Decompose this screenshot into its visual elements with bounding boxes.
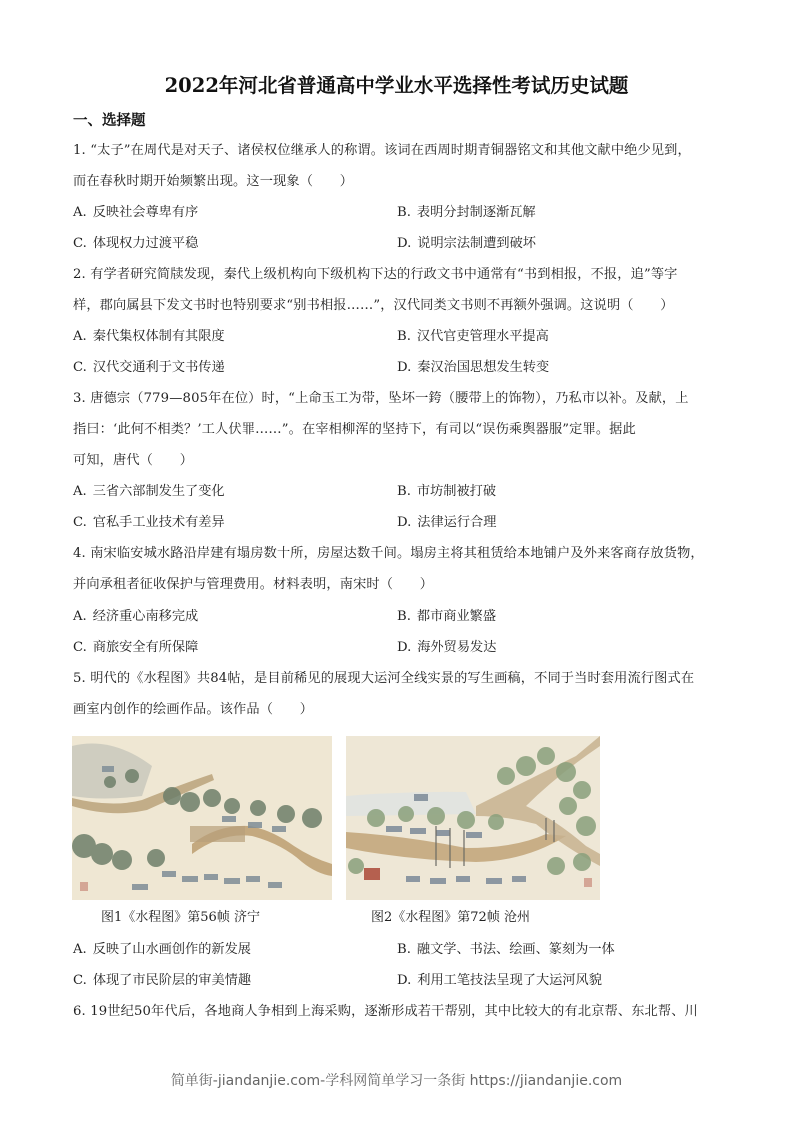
option-text: 表明分封制逐渐瓦解 <box>416 205 536 220</box>
page-title: 2022年河北省普通高中学业水平选择性考试历史试题 <box>164 74 629 97</box>
footer-watermark: 简单街-jiandanjie.com-学科网简单学习一条街 https://jiandanjie.com <box>170 1073 623 1089</box>
figure-2-caption: 图2《水程图》第72帧 沧州 <box>371 910 530 925</box>
q3-option-b[interactable] <box>397 483 496 501</box>
option-key: D. <box>397 640 412 655</box>
q1-line-1: 1. “太子”在周代是对天子、诸侯权位继承人的称谓。该词在西周时期青铜器铭文和其他文献中绝少见到， <box>73 143 691 158</box>
option-key: B. <box>397 942 411 957</box>
q4-option-d[interactable] <box>397 639 496 657</box>
option-text: 官私手工业技术有差异 <box>92 515 225 530</box>
option-key: A. <box>73 329 87 344</box>
q5-option-d[interactable] <box>397 972 602 990</box>
option-key: C. <box>73 515 87 530</box>
option-key: B. <box>397 484 411 499</box>
q3-line-2: 指曰：‘此何不相类？’工人伏罪……”。在宰相柳浑的坚持下，有司以“误伤乘舆器服”定罪。据此 <box>73 422 636 437</box>
option-text: 汉代官吏管理水平提高 <box>416 329 549 344</box>
option-text: 商旅安全有所保障 <box>92 640 199 655</box>
option-text: 海外贸易发达 <box>417 640 497 655</box>
q1-option-c[interactable] <box>73 235 198 253</box>
option-key: B. <box>397 205 411 220</box>
q4-option-c[interactable] <box>73 639 198 657</box>
option-key: D. <box>397 360 412 375</box>
option-key: B. <box>397 329 411 344</box>
option-text: 市坊制被打破 <box>416 484 497 499</box>
option-key: D. <box>397 515 412 530</box>
q3-option-d[interactable] <box>397 514 496 532</box>
option-text: 法律运行合理 <box>417 515 497 530</box>
q2-option-b[interactable] <box>397 328 549 346</box>
q2-option-a[interactable] <box>73 328 225 346</box>
option-key: D. <box>397 973 412 988</box>
q5-option-b[interactable] <box>397 941 615 959</box>
option-text: 经济重心南移完成 <box>92 609 199 624</box>
option-key: C. <box>73 973 87 988</box>
option-text: 汉代交通利于文书传递 <box>92 360 225 375</box>
option-key: C. <box>73 360 87 375</box>
option-text: 都市商业繁盛 <box>416 609 497 624</box>
option-text: 融文学、书法、绘画、篆刻为一体 <box>416 942 615 957</box>
q1-option-b[interactable] <box>397 204 536 222</box>
q2-option-c[interactable] <box>73 359 225 377</box>
landscape-painting-image <box>72 736 332 900</box>
section-heading: 一、选择题 <box>73 113 146 129</box>
option-key: A. <box>73 484 87 499</box>
option-text: 秦代集权体制有其限度 <box>92 329 225 344</box>
option-key: B. <box>397 609 411 624</box>
q5-option-a[interactable] <box>73 941 251 959</box>
option-key: D. <box>397 236 412 251</box>
q4-option-a[interactable] <box>73 608 198 626</box>
q4-line-2: 并向承租者征收保护与管理费用。材料表明，南宋时（ ） <box>73 577 434 592</box>
option-key: C. <box>73 640 87 655</box>
option-key: A. <box>73 609 87 624</box>
q1-option-d[interactable] <box>397 235 536 253</box>
option-text: 体现权力过渡平稳 <box>92 236 199 251</box>
option-key: A. <box>73 942 87 957</box>
q2-option-d[interactable] <box>397 359 549 377</box>
q3-line-1: 3. 唐德宗（779—805年在位）时，“上命玉工为带，坠坏一銙（腰带上的饰物），乃私市以补。及献，上 <box>73 391 689 406</box>
q1-option-a[interactable] <box>73 204 198 222</box>
figure-1-painting-jining <box>72 736 332 900</box>
option-text: 体现了市民阶层的审美情趣 <box>92 973 252 988</box>
q6-line-1: 6. 19世纪50年代后，各地商人争相到上海采购，逐渐形成若干帮别，其中比较大的有北京帮、东北帮、川 <box>73 1004 698 1019</box>
option-text: 三省六部制发生了变化 <box>92 484 225 499</box>
q3-option-a[interactable] <box>73 483 225 501</box>
q5-line-2: 画室内创作的绘画作品。该作品（ ） <box>73 702 314 717</box>
option-text: 说明宗法制遭到破坏 <box>417 236 536 251</box>
q5-line-1: 5. 明代的《水程图》共84帖，是目前稀见的展现大运河全线实景的写生画稿，不同于当时套用流行图式在 <box>73 671 695 686</box>
q4-option-b[interactable] <box>397 608 496 626</box>
option-text: 反映了山水画创作的新发展 <box>92 942 251 957</box>
q2-line-1: 2. 有学者研究简牍发现，秦代上级机构向下级机构下达的行政文书中通常有“书到相报，不报，追”等字 <box>73 267 678 282</box>
q3-line-3: 可知，唐代（ ） <box>73 453 194 468</box>
option-key: A. <box>73 205 87 220</box>
figure-2-painting-cangzhou <box>346 736 600 900</box>
q5-option-c[interactable] <box>73 972 251 990</box>
landscape-painting-image <box>346 736 600 900</box>
option-key: C. <box>73 236 87 251</box>
q3-option-c[interactable] <box>73 514 225 532</box>
option-text: 秦汉治国思想发生转变 <box>417 360 550 375</box>
option-text: 反映社会尊卑有序 <box>92 205 199 220</box>
q1-line-2: 而在春秋时期开始频繁出现。这一现象（ ） <box>73 174 354 189</box>
q2-line-2: 样，郡向属县下发文书时也特别要求“别书相报……”，汉代同类文书则不再额外强调。这说明（ ） <box>73 298 674 313</box>
figure-1-caption: 图1《水程图》第56帧 济宁 <box>101 910 260 925</box>
option-text: 利用工笔技法呈现了大运河风貌 <box>417 973 602 988</box>
q4-line-1: 4. 南宋临安城水路沿岸建有塌房数十所，房屋达数千间。塌房主将其租赁给本地铺户及外来客商存放货物， <box>73 546 704 561</box>
